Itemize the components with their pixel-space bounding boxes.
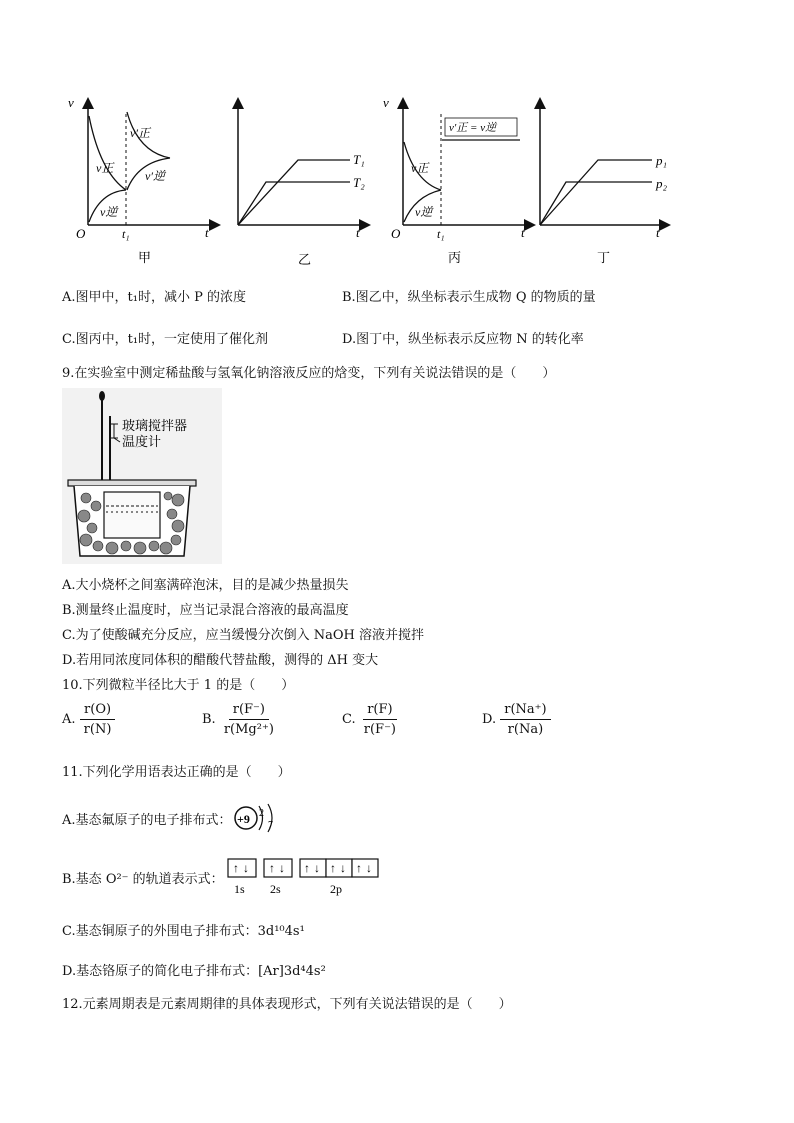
- graph-bing-label-vz: v正: [411, 161, 429, 175]
- atom-shell-2: 7: [267, 820, 273, 831]
- graph-yi-xaxis: t: [356, 225, 360, 240]
- q11-option-c: C.基态铜原子的外围电子排布式：3d¹⁰4s¹: [62, 924, 305, 939]
- subshell-2p: 2p: [329, 882, 342, 896]
- graph-bing-origin: O: [391, 226, 401, 241]
- q10-option-b-frac: [220, 702, 278, 737]
- q11-option-a: [62, 800, 282, 836]
- svg-text:↓: ↓: [313, 861, 320, 875]
- svg-text:↑: ↑: [303, 861, 310, 875]
- atom-structure-diagram: [232, 800, 282, 836]
- graph-ding: [540, 100, 668, 240]
- atom-shell-1: 2: [258, 808, 264, 819]
- q8-option-d: D.图丁中，纵坐标表示反应物 N 的转化率: [342, 332, 584, 347]
- svg-text:↓: ↓: [242, 861, 249, 875]
- q10-option-d-label: D.: [482, 712, 497, 727]
- q9-option-a: A.大小烧杯之间塞满碎泡沫，目的是减少热量损失: [62, 578, 349, 593]
- q10-option-c-num: r(F): [363, 702, 396, 720]
- graph-bing-label-equal: v′正 = v逆: [449, 122, 497, 134]
- graph-jia-origin: O: [76, 226, 86, 241]
- graph-ding-series-p1: p₁: [656, 153, 668, 168]
- svg-text:↓: ↓: [339, 861, 346, 875]
- graph-yi: [238, 100, 368, 240]
- graph-ding-xaxis: t: [656, 225, 660, 240]
- q10-stem: 10.下列微粒半径比大于 1 的是（ ）: [62, 678, 295, 693]
- graph-bing-label-vn: v逆: [415, 205, 433, 219]
- graph-jia: [68, 95, 218, 241]
- graph-bing-yaxis: v: [383, 95, 389, 110]
- q10-option-a-label: A.: [62, 712, 76, 727]
- q11-stem: 11.下列化学用语表达正确的是（ ）: [62, 765, 291, 780]
- svg-text:↓: ↓: [278, 861, 285, 875]
- graph-jia-tick: t₁: [122, 227, 130, 241]
- fig-label-stirrer: 玻璃搅拌器: [122, 419, 188, 434]
- graph-ding-caption: 丁: [597, 251, 611, 266]
- subshell-1s: 1s: [233, 882, 245, 896]
- q10-option-c: [342, 702, 400, 737]
- q10-option-c-den: r(F⁻): [363, 722, 397, 737]
- q10-option-d-num: r(Na⁺): [500, 702, 550, 720]
- q10-option-c-label: C.: [342, 712, 356, 727]
- q11-option-b: [62, 857, 384, 897]
- q11-option-b-text: B.基态 O²⁻ 的轨道表示式：: [62, 871, 224, 887]
- graphs-figure: [60, 92, 700, 272]
- svg-text:↑: ↑: [232, 861, 239, 875]
- subshell-2s: 2s: [269, 882, 281, 896]
- q10-option-c-frac: [360, 702, 400, 737]
- fig-label-thermometer: 温度计: [122, 435, 162, 450]
- graph-yi-series-t1: T₁: [353, 152, 365, 167]
- graph-bing: [383, 95, 533, 241]
- q10-option-b-num: r(F⁻): [229, 702, 269, 720]
- svg-text:↑: ↑: [355, 861, 362, 875]
- graph-bing-xaxis: t: [521, 225, 525, 240]
- q8-option-b: B.图乙中，纵坐标表示生成物 Q 的物质的量: [342, 290, 596, 305]
- q10-option-d-frac: [500, 702, 550, 737]
- graph-jia-label-vn: v逆: [100, 205, 118, 219]
- q8-option-c: C.图丙中，t₁时，一定使用了催化剂: [62, 332, 269, 347]
- q8-option-a: A.图甲中，t₁时，减小 P 的浓度: [62, 290, 246, 305]
- graph-bing-caption: 丙: [448, 251, 462, 266]
- q11-option-d: D.基态铬原子的简化电子排布式：[Ar]3d⁴4s²: [62, 964, 326, 979]
- q9-option-b: B.测量终止温度时，应当记录混合溶液的最高温度: [62, 603, 349, 618]
- q9-option-c: C.为了使酸碱充分反应，应当缓慢分次倒入 NaOH 溶液并搅拌: [62, 628, 425, 643]
- q11-option-a-text: A.基态氟原子的电子排布式：: [62, 812, 232, 828]
- q10-option-d-den: r(Na): [507, 722, 544, 737]
- q9-stem: 9.在实验室中测定稀盐酸与氢氧化钠溶液反应的焓变，下列有关说法错误的是（ ）: [62, 366, 556, 381]
- svg-text:↓: ↓: [365, 861, 372, 875]
- svg-text:↑: ↑: [329, 861, 336, 875]
- graph-jia-label-vn2: v′逆: [145, 169, 165, 183]
- calorimeter-figure: [62, 388, 222, 564]
- q10-option-b: [202, 702, 278, 737]
- q10-option-a: [62, 702, 115, 737]
- graph-yi-series-t2: T₂: [353, 175, 365, 190]
- graph-jia-xaxis: t: [205, 225, 209, 240]
- graph-jia-label-vz: v正: [96, 161, 114, 175]
- atom-nucleus-charge: +9: [236, 812, 250, 826]
- graph-jia-label-vz2: v′正: [130, 126, 150, 140]
- graph-bing-tick: t₁: [437, 227, 445, 241]
- q10-option-a-den: r(N): [83, 722, 112, 737]
- svg-text:↑: ↑: [268, 861, 275, 875]
- graph-yi-caption: 乙: [298, 253, 312, 268]
- orbital-diagram: [224, 857, 384, 897]
- q10-option-b-label: B.: [202, 712, 216, 727]
- graph-jia-yaxis: v: [68, 95, 74, 110]
- q9-option-d: D.若用同浓度同体积的醋酸代替盐酸，测得的 ΔH 变大: [62, 653, 379, 668]
- q10-option-a-num: r(O): [80, 702, 115, 720]
- q10-option-a-frac: [80, 702, 116, 737]
- graph-ding-series-p2: p₂: [656, 176, 668, 191]
- q12-stem: 12.元素周期表是元素周期律的具体表现形式，下列有关说法错误的是（ ）: [62, 997, 512, 1012]
- q10-option-b-den: r(Mg²⁺): [223, 722, 274, 737]
- q10-option-d: [482, 702, 551, 737]
- graph-jia-caption: 甲: [138, 251, 152, 266]
